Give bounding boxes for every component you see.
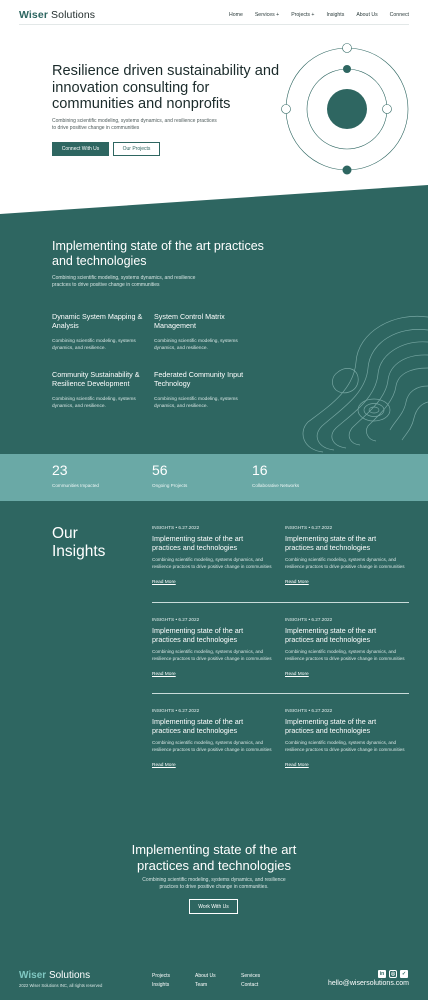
orbit-illustration	[280, 40, 410, 180]
insight-meta: INSIGHTS • 6.27.2022	[152, 617, 200, 622]
instagram-icon[interactable]: ◎	[390, 971, 396, 977]
insight-desc: Combining scientific modeling, systems dynamics, and resilience practces to drive positive change in communities	[152, 740, 272, 752]
feature-title: Community Sustainability & Resilience Development	[52, 370, 140, 388]
nav-services[interactable]: Services +	[254, 12, 280, 18]
feature-desc: Combining scientific modeling, systems dynamics, and resilience.	[52, 338, 136, 351]
read-more-link[interactable]: Read More	[285, 763, 309, 768]
feature-card	[154, 313, 249, 352]
feature-desc: Combining scientific modeling, systems dynamics, and resilience.	[154, 338, 238, 351]
read-more-link[interactable]: Read More	[152, 672, 176, 677]
insight-title[interactable]: Implementing state of the art practices and technologies	[152, 717, 244, 735]
practices-subtitle: Combining scientific modeling, systems dynamics, and resilience practces to drive positive change in communities	[52, 275, 196, 288]
footer-link-about-us[interactable]: About Us	[195, 973, 216, 979]
insight-desc: Combining scientific modeling, systems dynamics, and resilience practces to drive positive change in communities	[285, 649, 405, 661]
stat-communities	[52, 462, 99, 488]
insight-title[interactable]: Implementing state of the art practices and technologies	[152, 626, 244, 644]
cta-title: Implementing state of the art practices and technologies	[131, 842, 297, 873]
feature-title: Federated Community Input Technology	[154, 370, 244, 388]
insight-card	[152, 708, 272, 771]
stat-projects	[152, 462, 187, 488]
footer-logo[interactable]: Wiser Solutions	[19, 970, 91, 981]
stat-label: Communities Impacted	[52, 483, 99, 488]
insight-card	[285, 617, 405, 680]
insight-card	[152, 525, 272, 588]
read-more-link[interactable]: Read More	[152, 580, 176, 585]
nav-connect[interactable]: Connect	[389, 12, 409, 18]
feature-title: Dynamic System Mapping & Analysis	[52, 312, 143, 330]
feature-card	[154, 371, 249, 410]
insight-card	[152, 617, 272, 680]
insight-desc: Combining scientific modeling, systems dynamics, and resilience practces to drive positive change in communities	[285, 740, 405, 752]
insight-meta: INSIGHTS • 6.27.2022	[152, 525, 200, 530]
read-more-link[interactable]: Read More	[152, 763, 176, 768]
main-nav	[229, 12, 409, 18]
insights-divider	[152, 693, 409, 694]
footer-email[interactable]: hello@wisersolutions.com	[327, 980, 409, 987]
topographic-lines-graphic	[298, 312, 428, 454]
hero-title: Resilience driven sustainability and innovation consulting for communities and nonprofits	[52, 63, 280, 112]
stat-label: Ongoing Projects	[152, 483, 188, 488]
footer-copyright: 2022 Wiser Solutions INC, all rights reserved	[19, 983, 103, 988]
stat-value: 16	[252, 462, 268, 478]
feature-card	[52, 313, 147, 352]
nav-about-us[interactable]: About Us	[356, 12, 378, 18]
feature-title: System Control Matrix Management	[154, 312, 225, 330]
footer-link-services[interactable]: Services	[241, 973, 261, 979]
insight-title[interactable]: Implementing state of the art practices and technologies	[152, 534, 244, 552]
insights-divider	[152, 602, 409, 603]
connect-with-us-button[interactable]: Connect With Us	[52, 142, 109, 156]
insight-meta: INSIGHTS • 6.27.2022	[285, 525, 333, 530]
insight-title[interactable]: Implementing state of the art practices and technologies	[285, 534, 377, 552]
insight-card	[285, 708, 405, 771]
insight-desc: Combining scientific modeling, systems dynamics, and resilience practces to drive positive change in communities	[152, 649, 272, 661]
twitter-icon[interactable]: ✓	[401, 971, 407, 977]
work-with-us-button[interactable]: Work With Us	[189, 899, 238, 914]
read-more-link[interactable]: Read More	[285, 580, 309, 585]
insight-meta: INSIGHTS • 6.27.2022	[285, 617, 333, 622]
feature-card	[52, 371, 148, 410]
insight-card	[285, 525, 405, 588]
insight-desc: Combining scientific modeling, systems dynamics, and resilience practces to drive positive change in communities	[152, 557, 272, 569]
practices-title: Implementing state of the art practices and technologies	[52, 239, 264, 268]
feature-desc: Combining scientific modeling, systems dynamics, and resilience.	[52, 396, 136, 409]
insight-title[interactable]: Implementing state of the art practices and technologies	[285, 717, 377, 735]
footer-link-contact[interactable]: Contact	[241, 982, 259, 988]
footer-link-insights[interactable]: Insights	[152, 982, 170, 988]
cta-subtitle: Combining scientific modeling, systems dynamics, and resilience practces to drive positive change in communities.	[142, 877, 286, 890]
brand-logo[interactable]: Wiser Solutions	[19, 9, 96, 21]
insight-desc: Combining scientific modeling, systems dynamics, and resilience practces to drive positive change in communities	[285, 557, 405, 569]
insights-title: Our Insights	[52, 525, 106, 560]
hero-subtitle: Combining scientific modeling, systems dynamics, and resilience practices to drive positive change in communities	[52, 118, 217, 132]
insight-meta: INSIGHTS • 6.27.2022	[152, 708, 200, 713]
footer-link-team[interactable]: Team	[195, 982, 208, 988]
nav-insights[interactable]: Insights	[326, 12, 345, 18]
linkedin-icon[interactable]: in	[379, 971, 385, 977]
stat-label: Collaborative Networks	[252, 483, 300, 488]
stat-value: 23	[52, 462, 68, 478]
stat-value: 56	[152, 462, 168, 478]
read-more-link[interactable]: Read More	[285, 672, 309, 677]
stat-networks	[252, 462, 299, 488]
insight-meta: INSIGHTS • 6.27.2022	[285, 708, 333, 713]
feature-desc: Combining scientific modeling, systems dynamics, and resilience.	[154, 396, 238, 409]
insight-title[interactable]: Implementing state of the art practices and technologies	[285, 626, 377, 644]
our-projects-button[interactable]: Our Projects	[113, 142, 160, 156]
nav-projects[interactable]: Projects +	[291, 12, 315, 18]
social-links	[378, 970, 408, 978]
footer-link-projects[interactable]: Projects	[152, 973, 171, 979]
nav-home[interactable]: Home	[229, 12, 243, 18]
header-divider	[19, 24, 409, 25]
